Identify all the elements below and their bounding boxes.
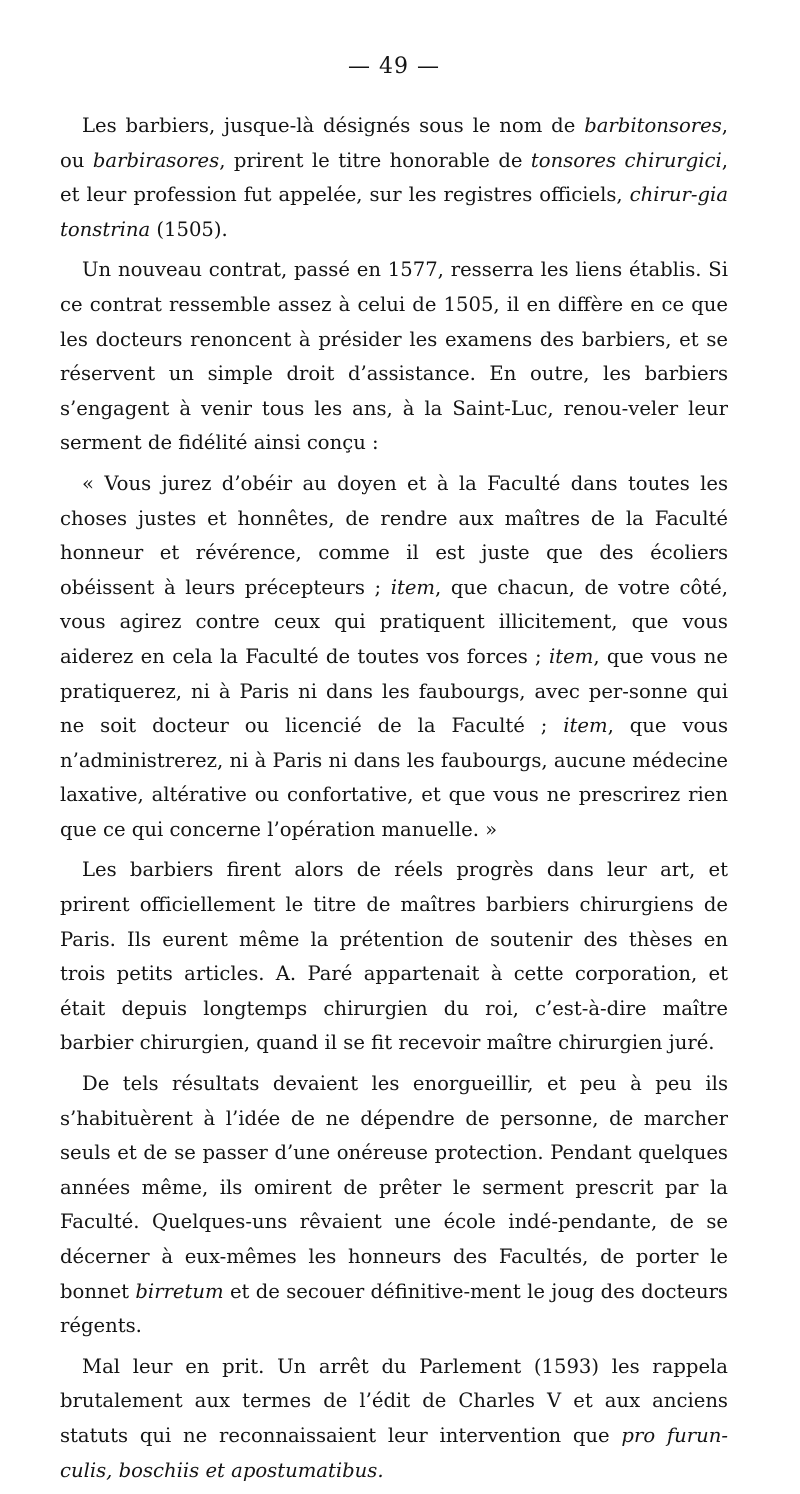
- text-run: Un nouveau contrat, passé en 1577, resserra les liens établis. Si ce contrat ressemble assez à celui de 1505, il en diffère en ce que les docteurs renoncent à présider les examens des barbiers, et se réservent un simple droit d’assistance. En outre, les barbiers s’engagent à venir tous les ans, à la Saint-Luc, renou-veler leur serment de fidélité ainsi conçu :: [60, 258, 728, 455]
- paragraph: [60, 853, 728, 1061]
- paragraph: [60, 467, 728, 848]
- italic-term: item: [390, 575, 436, 599]
- text-run: Les barbiers firent alors de réels progrès dans leur art, et prirent officiellement le titre de maîtres barbiers chirurgiens de Paris. Ils eurent même la prétention de soutenir des thèses en trois petits articles. A. Paré appartenait à cette corporation, et était depuis longtemps chirurgien du roi, c’est-à-dire maître barbier chirurgien, quand il se fit recevoir maître chirurgien juré.: [60, 858, 728, 1055]
- paragraph: [60, 253, 728, 461]
- text-run: , que vous n’administrerez, ni à Paris ni dans les faubourgs, aucune médecine laxative, altérative ou confortative, et que vous ne prescrirez rien que ce qui concerne l’opération manuelle. »: [60, 714, 728, 841]
- italic-term: birretum: [135, 1279, 224, 1303]
- text-run: Mal leur en prit. Un arrêt du Parlement (1593) les rappela brutalement aux termes de l’édit de Charles V et aux anciens statuts qui ne reconnaissaient leur intervention que: [60, 1354, 728, 1447]
- paragraph: [60, 1067, 728, 1344]
- text-run: , et leur profession fut appelée, sur les registres officiels,: [60, 148, 728, 207]
- text-run: « Vous jurez d’obéir au doyen et à la Faculté dans toutes les choses justes et honnêtes, de rendre aux maîtres de la Faculté honneur et révérence, comme il est juste que des écoliers obéissent à leurs précepteurs ;: [60, 471, 728, 599]
- text-run: , prirent le titre honorable de: [219, 148, 531, 172]
- italic-term: pro furun-culis, boschiis et apostumatibus.: [60, 1423, 728, 1482]
- text-run: (1505).: [150, 217, 228, 241]
- italic-term: item: [548, 644, 594, 668]
- text-run: Les barbiers, jusque-là désignés sous le nom de: [82, 114, 585, 137]
- text-run: , que vous ne pratiquerez, ni à Paris ni dans les faubourgs, avec per-sonne qui ne soit docteur ou licencié de la Faculté ;: [60, 644, 728, 738]
- page: [60, 54, 728, 1494]
- italic-term: barbirasores: [92, 148, 220, 172]
- italic-term: chirur-gia tonstrina: [60, 183, 728, 241]
- page-number: — 49 —: [348, 54, 440, 79]
- italic-term: barbitonsores: [584, 114, 722, 137]
- paragraph: [60, 1350, 728, 1488]
- text-run: , ou: [60, 114, 728, 172]
- text-run: et de secouer définitive-ment le joug des docteurs régents.: [60, 1279, 728, 1338]
- paragraph: [60, 109, 728, 247]
- italic-term: item: [563, 714, 608, 738]
- text-run: , que chacun, de votre côté, vous agirez contre ceux qui pratiquent illicitement, que vous aiderez en cela la Faculté de toutes vos forces ;: [60, 575, 728, 668]
- italic-term: tonsores chirurgici: [530, 148, 722, 172]
- text-run: De tels résultats devaient les enorgueillir, et peu à peu ils s’habituèrent à l’idée de ne dépendre de personne, de marcher seuls et de se passer d’une onéreuse protection. Pendant quelques années même, ils omirent de prêter le serment prescrit par la Faculté. Quelques-uns rêvaient une école indé-pendante, de se décerner à eux-mêmes les honneurs des Facultés, de porter le bonnet: [60, 1072, 728, 1303]
